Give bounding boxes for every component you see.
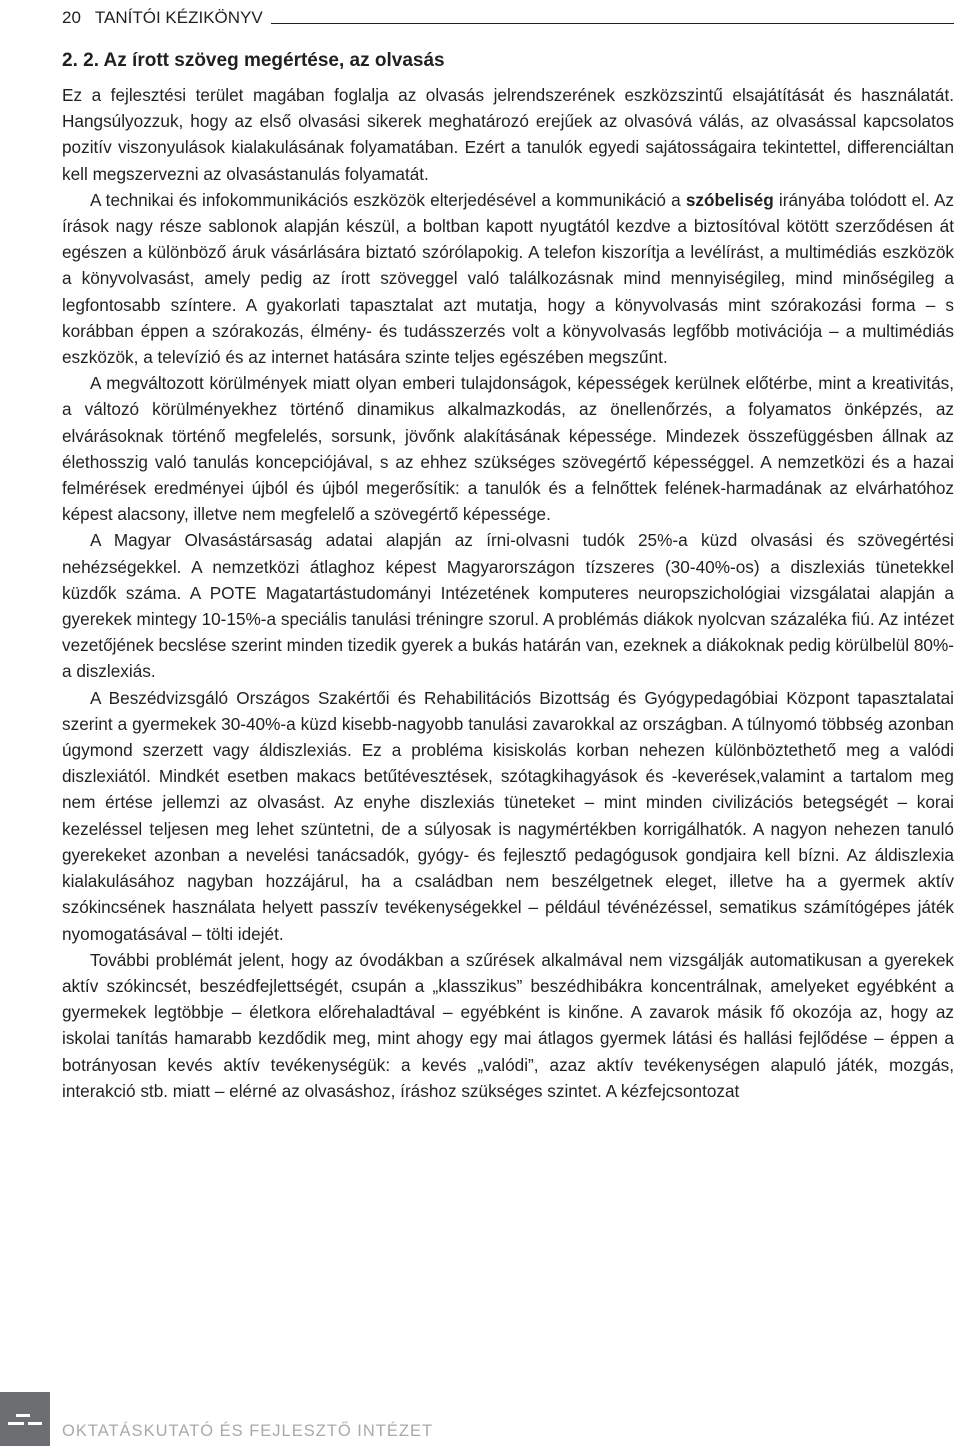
book-title: TANÍTÓI KÉZIKÖNYV: [94, 8, 263, 27]
footer-institute-name: OKTATÁSKUTATÓ ÉS FEJLESZTŐ INTÉZET: [62, 1422, 434, 1440]
paragraph-2: [62, 187, 954, 370]
paragraph-2-start: A technikai és infokommunikációs eszközök elterjedésével a kommunikáció a: [90, 189, 686, 210]
body-text: [62, 82, 954, 1104]
paragraph-4: A Magyar Olvasástársaság adatai alapján az írni-olvasni tudók 25%-a küzd olvasási és szövegértési nehézségekkel. A nemzetközi átlaghoz képest Magyarországon tízszeres (30-40%-os) a diszlexiás tünetekkel küzdők száma. A POTE Magatartástudományi Intézetének komputeres neuropszichológiai vizsgálatai alapján a gyerekek mintegy 10-15%-a speciális tanulási tréningre szorul. A problémás diákok nyolcvan százaléka fiú. Az intézet vezetőjének becslése szerint minden tizedik gyerek a bukás határán van, ezeknek a diákoknak pedig körülbelül 80%-a diszlexiás.: [62, 530, 954, 682]
paragraph-6: További problémát jelent, hogy az óvodákban a szűrések alkalmával nem vizsgálják automatikusan a gyerekek aktív szókincsét, beszédfejlettségét, csupán a „klasszikus” beszédhibákra koncentrálnak, amelyeket egyébként a gyermekek legtöbbje – életkora előrehaladtával – egyébként is kinőne. A zavarok másik fő okozója az, hogy az iskolai tanítás hamarabb kezdődik meg, mint ahogy egy mai átlagos gyermek látási és hallási fejlődése – éppen a botrányosan kevés aktív tevékenységük: a kevés „valódi”, azaz aktív tevékenységen alapuló játék, mozgás, interakció stb. miatt – elérné az olvasáshoz, íráshoz szükséges szintet. A kézfejcsontozat: [62, 949, 954, 1101]
ofi-logo-icon: [0, 1392, 50, 1446]
running-header: [62, 2, 954, 28]
paragraph-2-rest: irányába tolódott el. Az írások nagy része sablonok alapján készül, a boltban kapott nyugtától kezdve a biztosítóval kötött szerződésen át egészen a különböző áruk vásárlására biztató szórólapokig. A telefon kiszorítja a levélírást, a multimédiás eszközök a könyvolvasást, amely pedig az írott szöveggel való találkozásnak mind mennyiségileg, mind minőségileg a legfontosabb színtere. A gyakorlati tapasztalat azt mutatja, hogy a könyvolvasás mint szórakozási forma – s korábban éppen a szórakozás, élmény- és tudásszerzés volt a könyvolvasás legfőbb motivációja – a multimédiás eszközök, a televízió és az internet hatására szinte teljes egészében megszűnt.: [62, 189, 954, 368]
paragraph-1: Ez a fejlesztési terület magában foglalja az olvasás jelrendszerének eszközszintű elsajátítását és használatát. Hangsúlyozzuk, hogy az első olvasási sikerek meghatározó erejűek az olvasóvá válás, az olvasással kapcsolatos pozitív viszonyulások kialakulásának folyamatában. Ezért a tanulók egyedi sajátosságaira tekintettel, differenciáltan kell megszervezni az olvasástanulás folyamatát.: [62, 85, 954, 184]
paragraph-3: A megváltozott körülmények miatt olyan emberi tulajdonságok, képességek kerülnek előtérbe, mint a kreativitás, a változó körülményekhez történő dinamikus alkalmazkodás, az önellenőrzés, a folyamatos önképzés, az elvárásoknak történő megfelelés, sorsunk, jövőnk alakításának képessége. Mindezek összefüggésben állnak az élethosszig való tanulás koncepciójával, s az ehhez szükséges szövegértő képességgel. A nemzetközi és a hazai felmérések eredményei újból és újból megerősítik: a tanulók és a felnőttek felének-harmadának az elvárhatóhoz képest alacsony, illetve nem megfelelő a szövegértő képessége.: [62, 373, 954, 525]
section-heading: 2. 2. Az írott szöveg megértése, az olvasás: [62, 50, 445, 71]
page-number: 20: [62, 8, 81, 27]
bold-term-szobeliseg: szóbeliség: [685, 189, 774, 210]
paragraph-5: A Beszédvizsgáló Országos Szakértői és Rehabilitációs Bizottság és Gyógypedagóbiai Központ tapasztalatai szerint a gyermekek 30-40%-a küzd kisebb-nagyobb tanulási zavarokkal az országban. A túlnyomó többség azonban úgymond szerzett vagy áldiszlexiás. Ez a probléma kisiskolás korban nehezen különböztethető meg a valódi diszlexiától. Mindkét esetben makacs betűtévesztések, szótagkihagyások és -keverések,valamint a tartalom meg nem értése jellemzi az olvasást. Az enyhe diszlexiás tüneteket – mint minden civilizációs betegségét – korai kezeléssel teljesen meg lehet szüntetni, de a súlyosak is nagymértékben korrigálhatók. A nagyon nehezen tanuló gyerekeket azonban a nevelési tanácsadók, gyógy- és fejlesztő pedagógusok gondjaira kell bízni. Az áldiszlexia kialakulásához nagyban hozzájárul, ha a családban nem beszélgetnek eleget, illetve ha a gyermek aktív szókincsének használata helyett passzív tevékenységekkel – például tévénézéssel, sematikus számítógépes játék nyomogatásával – tölti idejét.: [62, 687, 954, 944]
header-rule: [271, 23, 954, 24]
